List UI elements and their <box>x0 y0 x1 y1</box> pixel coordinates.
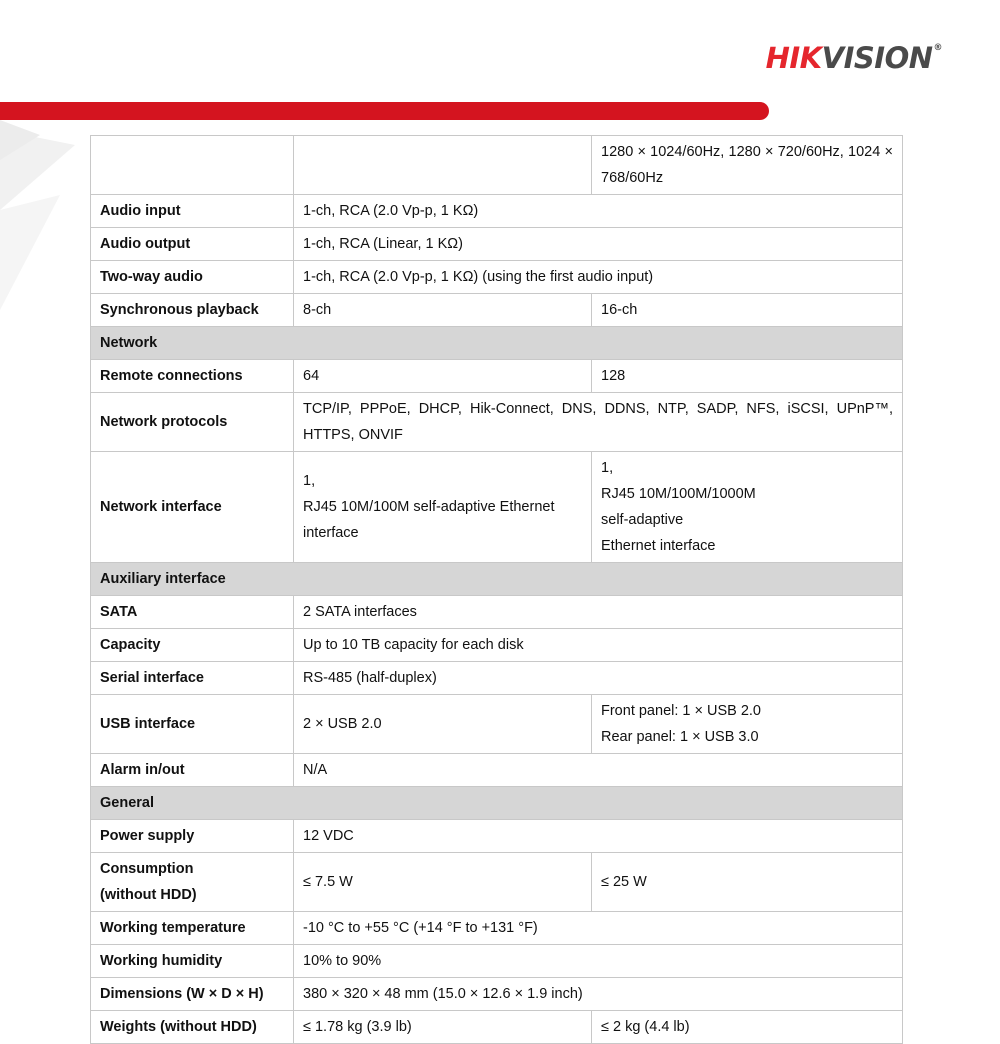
line: Front panel: 1 × USB 2.0 <box>601 703 761 719</box>
row-label: Audio output <box>91 228 294 261</box>
row-label: Two-way audio <box>91 261 294 294</box>
table-row <box>91 695 903 754</box>
row-label: USB interface <box>91 695 294 754</box>
row-value: 2 SATA interfaces <box>294 596 903 629</box>
row-value-1 <box>294 452 592 563</box>
row-value-2 <box>592 452 903 563</box>
row-label: Audio input <box>91 195 294 228</box>
row-value-1: 2 × USB 2.0 <box>294 695 592 754</box>
row-value: -10 °C to +55 °C (+14 °F to +131 °F) <box>294 912 903 945</box>
table-row <box>91 452 903 563</box>
row-label: Working temperature <box>91 912 294 945</box>
table-row <box>91 754 903 787</box>
row-value: 10% to 90% <box>294 945 903 978</box>
row-value-1: ≤ 7.5 W <box>294 853 592 912</box>
line: Rear panel: 1 × USB 3.0 <box>601 729 759 745</box>
table-row <box>91 1011 903 1044</box>
row-value: Up to 10 TB capacity for each disk <box>294 629 903 662</box>
row-value: 1-ch, RCA (2.0 Vp-p, 1 KΩ) (using the first audio input) <box>294 261 903 294</box>
table-row <box>91 853 903 912</box>
table-row <box>91 912 903 945</box>
section-title: Network <box>91 327 903 360</box>
row-value-1: 8-ch <box>294 294 592 327</box>
row-label: Power supply <box>91 820 294 853</box>
line: RJ45 10M/100M/1000M <box>601 486 756 502</box>
table-row <box>91 294 903 327</box>
row-label <box>91 853 294 912</box>
table-row <box>91 195 903 228</box>
line: Ethernet interface <box>601 538 716 554</box>
row-value-2: ≤ 25 W <box>592 853 903 912</box>
table-row <box>91 596 903 629</box>
table-row <box>91 136 903 195</box>
row-label: Capacity <box>91 629 294 662</box>
table-row <box>91 228 903 261</box>
table-row <box>91 662 903 695</box>
row-label: Serial interface <box>91 662 294 695</box>
line: 1, <box>303 473 316 489</box>
row-label: Working humidity <box>91 945 294 978</box>
row-value: N/A <box>294 754 903 787</box>
line: (without HDD) <box>100 887 197 903</box>
row-value-2 <box>592 695 903 754</box>
row-value-2: 128 <box>592 360 903 393</box>
row-value: 1-ch, RCA (2.0 Vp-p, 1 KΩ) <box>294 195 903 228</box>
row-value-1: ≤ 1.78 kg (3.9 lb) <box>294 1011 592 1044</box>
row-value: TCP/IP, PPPoE, DHCP, Hik-Connect, DNS, DDNS, NTP, SADP, NFS, iSCSI, UPnP™, HTTPS, ONVIF <box>294 393 903 452</box>
row-value-2: 1280 × 1024/60Hz, 1280 × 720/60Hz, 1024 × 768/60Hz <box>592 136 903 195</box>
row-label: Network protocols <box>91 393 294 452</box>
header-red-bar <box>0 102 769 120</box>
table-row <box>91 261 903 294</box>
row-label: Dimensions (W × D × H) <box>91 978 294 1011</box>
row-value: 380 × 320 × 48 mm (15.0 × 12.6 × 1.9 inch) <box>294 978 903 1011</box>
row-label: Network interface <box>91 452 294 563</box>
section-header-network <box>91 327 903 360</box>
row-label: Weights (without HDD) <box>91 1011 294 1044</box>
row-value: RS-485 (half-duplex) <box>294 662 903 695</box>
table-row <box>91 978 903 1011</box>
line: Consumption <box>100 861 194 877</box>
table-row <box>91 360 903 393</box>
row-value-2: ≤ 2 kg (4.4 lb) <box>592 1011 903 1044</box>
spec-table <box>90 135 903 1044</box>
row-label: Alarm in/out <box>91 754 294 787</box>
row-value-1 <box>294 136 592 195</box>
line: self-adaptive <box>601 512 684 528</box>
row-label <box>91 136 294 195</box>
row-label: Remote connections <box>91 360 294 393</box>
row-value-2: 16-ch <box>592 294 903 327</box>
row-label: Synchronous playback <box>91 294 294 327</box>
hikvision-logo: HIKVISION® <box>765 41 942 75</box>
line: 1, <box>601 460 614 476</box>
row-value-1: 64 <box>294 360 592 393</box>
table-row <box>91 820 903 853</box>
row-value: 12 VDC <box>294 820 903 853</box>
section-title: Auxiliary interface <box>91 563 903 596</box>
table-row <box>91 393 903 452</box>
section-header-auxiliary <box>91 563 903 596</box>
line: RJ45 10M/100M self-adaptive Ethernet interface <box>303 499 555 541</box>
table-row <box>91 629 903 662</box>
row-label: SATA <box>91 596 294 629</box>
row-value: 1-ch, RCA (Linear, 1 KΩ) <box>294 228 903 261</box>
section-title: General <box>91 787 903 820</box>
table-row <box>91 945 903 978</box>
section-header-general <box>91 787 903 820</box>
